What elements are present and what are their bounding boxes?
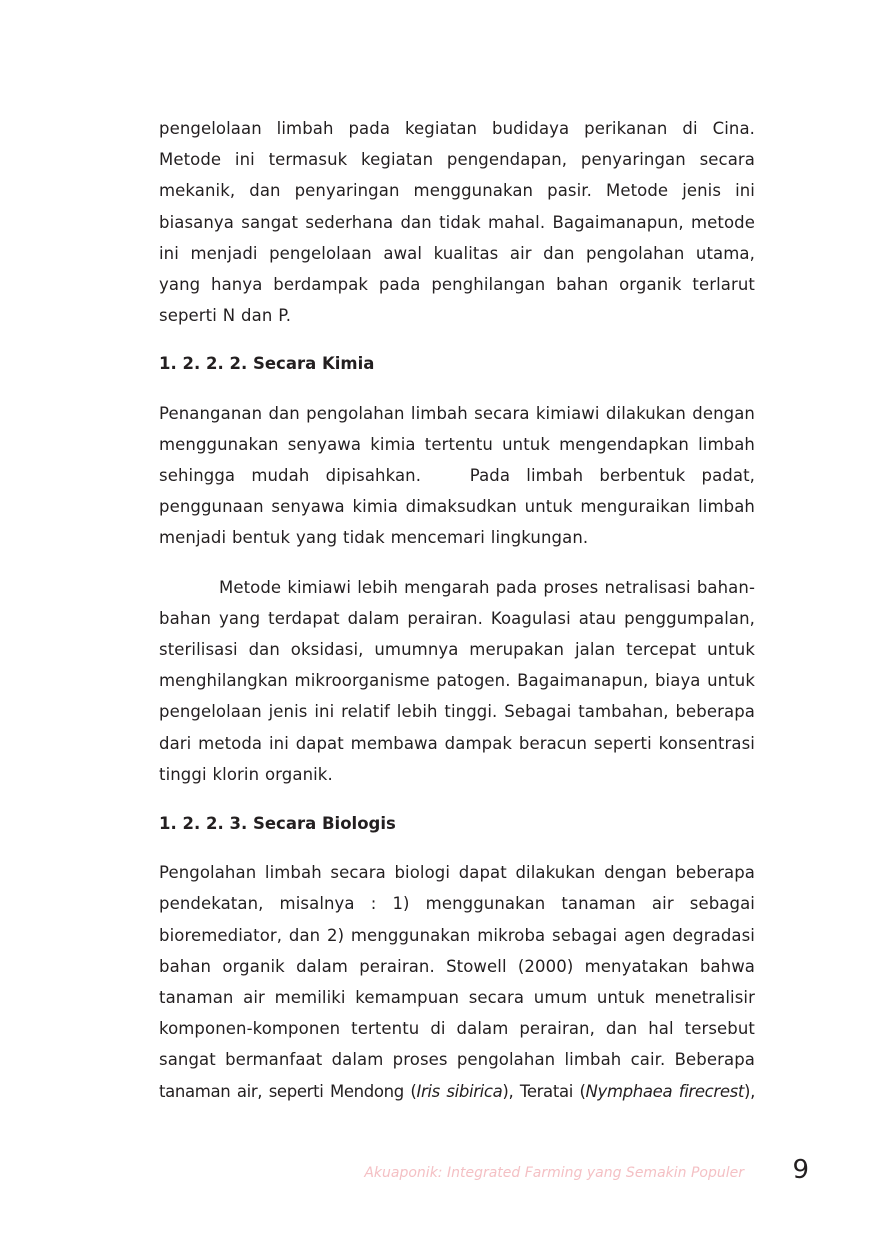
page-body: [159, 113, 761, 1107]
paragraph-kimia-1: Penanganan dan pengolahan limbah secara kimiawi dilakukan dengan menggunakan senyawa kimia tertentu untuk mengendapkan limbah sehingga mudah dipisahkan. Pada limbah berbentuk padat, penggunaan senyawa kimia dimaksudkan untuk menguraikan limbah menjadi bentuk yang tidak mencemari lingkungan.: [159, 403, 761, 548]
paragraph-biologis-last-line: [159, 1076, 755, 1107]
paragraph-biologis: Pengolahan limbah secara biologi dapat dilakukan dengan beberapa pendekatan, misalnya : 1) menggunakan tanaman air sebagai bioremediator, dan 2) menggunakan mikroba sebagai agen degradasi bahan organik dalam perairan. Stowell (2000) menyatakan bahwa tanaman air memiliki kemampuan secara umum untuk menetralisir komponen-komponen tertentu di dalam perairan, dan hal tersebut sangat bermanfaat dalam proses pengolahan limbah cair. Beberapa: [159, 863, 755, 1070]
paragraph-biologis-block: [159, 857, 755, 1107]
text-span: tanaman air, seperti Mendong (: [159, 1081, 417, 1101]
paragraph-intro: pengelolaan limbah pada kegiatan budidaya perikanan di Cina. Metode ini termasuk kegiatan pengendapan, penyaringan secara mekanik, dan penyaringan menggunakan pasir. Metode jenis ini biasanya sangat sederhana dan tidak mahal. Bagaimanapun, metode ini menjadi pengelolaan awal kualitas air dan pengolahan utama, yang hanya berdampak pada penghilangan bahan organik terlarut seperti N dan P.: [159, 119, 755, 326]
species-name: Nymphaea firecrest: [585, 1081, 744, 1101]
page-footer: [0, 1155, 874, 1189]
section-heading-biologis: 1. 2. 2. 3. Secara Biologis: [159, 814, 396, 834]
text-span: ), Teratai (: [502, 1081, 586, 1101]
running-footer-title: Akuaponik: Integrated Farming yang Semakin Populer: [364, 1165, 744, 1181]
page-number: 9: [792, 1155, 809, 1185]
species-name: Iris sibirica: [416, 1081, 503, 1101]
section-heading-kimia: 1. 2. 2. 2. Secara Kimia: [159, 354, 375, 374]
text-span: ),: [744, 1081, 755, 1101]
paragraph-kimia-2: Metode kimiawi lebih mengarah pada proses netralisasi bahan-bahan yang terdapat dalam perairan. Koagulasi atau penggumpalan, sterilisasi dan oksidasi, umumnya merupakan jalan tercepat untuk menghilangkan mikroorganisme patogen. Bagaimanapun, biaya untuk pengelolaan jenis ini relatif lebih tinggi. Sebagai tambahan, beberapa dari metoda ini dapat membawa dampak beracun seperti konsentrasi tinggi klorin organik.: [159, 577, 755, 784]
